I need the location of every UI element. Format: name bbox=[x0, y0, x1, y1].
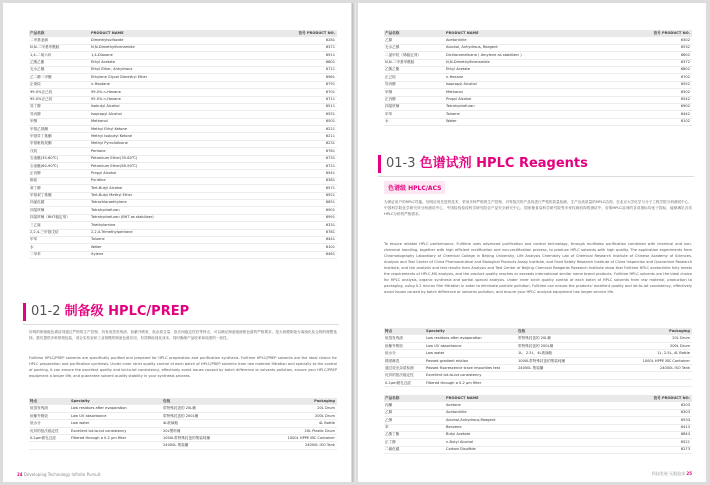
right-footer bbox=[652, 471, 692, 477]
packaging-cn: 带特殊封盖的 200L桶 bbox=[163, 413, 199, 418]
specialty-cn: 低水分 bbox=[385, 351, 396, 356]
footer-text: Developing Technology Infinite Pursuit bbox=[23, 472, 101, 477]
product-number: 6331 bbox=[325, 222, 335, 227]
specialty-en: Excellent lot-to-lot consistency bbox=[426, 373, 482, 378]
product-name-cn: 乙醇 bbox=[385, 417, 393, 422]
section-title bbox=[386, 155, 588, 173]
product-name-en: Tetrahydrofuran bbox=[446, 104, 475, 109]
specialty-en: Filtered through a 0.2 μm filter bbox=[426, 380, 482, 385]
section-title-text: 制备级 HPLC/PREP bbox=[64, 304, 190, 319]
product-number: 6911 bbox=[325, 52, 335, 57]
product-number: 6441 bbox=[325, 237, 335, 242]
product-name-en: Isobutyl Alcohol bbox=[91, 104, 120, 109]
product-name-en: Methyl Isobutyl Ketone bbox=[91, 133, 133, 138]
header-cell: 包装 bbox=[518, 329, 526, 333]
product-name-cn: 四氢呋喃（BHT稳定剂） bbox=[30, 215, 70, 220]
product-name-cn: 乙酸乙酯 bbox=[385, 67, 400, 72]
product-name-en: 2,2,4-Trimethylpentane bbox=[91, 230, 133, 235]
product-name-en: Propyl Alcohol bbox=[91, 170, 117, 175]
product-number: 6711 bbox=[325, 97, 335, 102]
spec-row bbox=[384, 372, 692, 379]
product-name-cn: 丙酮 bbox=[385, 402, 393, 407]
section-number: 01-3 bbox=[386, 156, 416, 171]
product-number: 6801 bbox=[325, 60, 335, 65]
product-name-cn: 苯 bbox=[385, 425, 389, 430]
header-cell: 产品名称 bbox=[30, 31, 45, 35]
product-name-en: Water bbox=[446, 119, 457, 124]
product-name-en: Acetone bbox=[446, 402, 461, 407]
right-paragraph-en: To ensure reliable HPLC performance, Fulltime uses advanced purification and control technology, through multistep purification combined with chemical and non-chemical handling, together with high efficient rectification and non-rectification process, to produce HPLC solvents with high quality. The application experiments from Chromatography Laboratory of Chemical College in Beijing University, Life Analysis Chemistry Lab of Chemical Research Institute of Chinese Academy of Sciences, Analysis and Test Center of China Pharmaceutical and Biological Products Assay Institute, and Food Safety Research Institute of China Inspection and Quarantine Research Institute, and the analysis and test results from Analysis and Test Center of Beijing Chemical Reagents Research Institute show that Fulltime HPLC acetonitrile fully meets the requirements of HPLC-MS analysis, and the product quality reaches or exceeds international similar name brand products. Fulltime HPLC solvents are the ideal choice for HPLC analysis, organic synthesis and partial special analysis. Under inner strict quality control of each batch of HPLC solvents from raw material, production to packaging, using 0.2 micron film filtration in order to eliminate particle pollution, Fulltime can ensure the products' excellent quality and lot-to-lot consistency, effectively avoid issues caused by batch difference or solvents pollution, and ensure your HPLC analysis equipment has longer service life. bbox=[384, 242, 692, 294]
product-name-cn: 1,4-二氧六环 bbox=[30, 52, 52, 57]
spec-row bbox=[29, 435, 337, 442]
header-cell: 货号 PRODUCT NO. bbox=[653, 396, 690, 400]
spec-row bbox=[384, 343, 692, 350]
spec-row bbox=[29, 420, 337, 427]
product-name-cn: 甲苯 bbox=[385, 111, 393, 116]
product-number: 6541 bbox=[325, 170, 335, 175]
section-accent-bar bbox=[23, 303, 26, 321]
product-name-en: Petroleum Ether(60-90℃) bbox=[91, 163, 138, 168]
product-name-cn: 99.0%正己烷 bbox=[30, 89, 53, 94]
header-cell: 货号 PRODUCT NO. bbox=[298, 31, 335, 35]
specialty-en: Low UV absorbance bbox=[71, 413, 107, 418]
packaging-cn bbox=[518, 380, 622, 386]
product-number: 6701 bbox=[325, 89, 335, 94]
product-name-cn: 异丙醇 bbox=[30, 111, 41, 116]
product-number: 6413 bbox=[680, 425, 690, 430]
page-number: 24 bbox=[17, 472, 23, 477]
right-spec-table bbox=[384, 328, 692, 387]
packaging-cn: 4L玻璃瓶 bbox=[163, 421, 179, 426]
product-name-cn: 乙酸丁酯 bbox=[385, 432, 400, 437]
product-name-en: Isopropyl Alcohol bbox=[91, 111, 122, 116]
product-number: 6843 bbox=[680, 432, 690, 437]
specialty-cn: 梯度淋洗 bbox=[385, 358, 400, 363]
product-name-cn: 四氢呋喃 bbox=[385, 104, 400, 109]
product-name-cn: N,N-二甲基甲酰胺 bbox=[30, 45, 60, 50]
header-cell: 产品名称 bbox=[385, 31, 400, 35]
packaging-en: 1000L HPPE IBC Container bbox=[287, 435, 335, 440]
product-name-en: Triethylamine bbox=[91, 222, 116, 227]
specialty-cn: 0.2μm微孔过滤 bbox=[385, 380, 411, 385]
product-name-cn: 甲醇 bbox=[30, 119, 38, 124]
product-name-en: Alcohol, Anhydrous, Reagent bbox=[446, 45, 498, 50]
spec-row bbox=[384, 380, 692, 387]
product-number: 6901 bbox=[325, 207, 335, 212]
table-row bbox=[384, 119, 692, 126]
product-name-cn: 甲基乙基酮 bbox=[30, 126, 48, 131]
product-number: 6532 bbox=[680, 45, 690, 50]
left-page bbox=[3, 3, 351, 482]
specialty-en: Passed gradient elution bbox=[426, 358, 469, 363]
grade-label: 色谱级 HPLC/ACS bbox=[384, 181, 445, 194]
spec-row bbox=[29, 442, 337, 449]
product-name-cn: 二氯甲烷（烯稳定剂） bbox=[385, 52, 421, 57]
product-name-en: Methyl Pyrrolidinone bbox=[91, 141, 128, 146]
right-paragraph-cn: 为保证用户的HPLC性能，好明应用先进的技术，采用多种严格的生产控制，对每批次的产品均进行严格的质量检测，生产出高质量的HPLC溶剂。在北京大学化学与分子工程学院分析测试中心、中国科学院化学研究所分析测试中心、中国检验检疫科学研究院农产品安全研究中心、国家粮食局科学研究院等多家权威机构的测试中，好明HPLC溶剂的各项指标均优于国标，能够满足各类HPLC分析的严格需求。 bbox=[384, 200, 692, 216]
product-name-cn: 水 bbox=[30, 244, 34, 249]
product-number: 6302 bbox=[680, 37, 690, 42]
product-name-cn: 异丙醇 bbox=[385, 82, 396, 87]
product-name-en: Tert-Butyl Alcohol bbox=[91, 185, 123, 190]
section-title-text: 色谱试剂 HPLC Reagents bbox=[419, 156, 588, 171]
product-number: 6711 bbox=[325, 67, 335, 72]
table-row bbox=[384, 447, 692, 454]
right-section-heading bbox=[378, 153, 694, 177]
spec-row bbox=[384, 350, 692, 357]
product-number: 6281 bbox=[325, 37, 335, 42]
spec-header bbox=[384, 328, 692, 335]
product-number: 6273 bbox=[680, 447, 690, 452]
specialty-cn: 优异的批次稳定性 bbox=[385, 373, 414, 378]
packaging-cn: 带特殊封盖的 20L桶 bbox=[518, 336, 551, 341]
product-name-cn: 95.0%正己烷 bbox=[30, 97, 53, 102]
specialty-cn: 低紫外吸收 bbox=[30, 413, 48, 418]
product-name-en: Methanol bbox=[446, 89, 463, 94]
product-name-cn: 无水乙醇 bbox=[385, 45, 400, 50]
product-number: 6761 bbox=[325, 148, 335, 153]
product-name-en: N,N-Dimethylformamide bbox=[446, 60, 490, 65]
header-cell: 特点 bbox=[30, 399, 38, 403]
section-number: 01-2 bbox=[31, 304, 61, 319]
right-product-table bbox=[384, 30, 692, 126]
product-name-en: Isopropyl Alcohol bbox=[446, 82, 477, 87]
product-name-cn: 乙腈 bbox=[385, 37, 393, 42]
packaging-cn bbox=[518, 372, 622, 378]
product-name-cn: 正丁醇 bbox=[385, 439, 396, 444]
product-number: 6731 bbox=[325, 156, 335, 161]
specialty-cn bbox=[29, 442, 71, 448]
product-number: 6221 bbox=[325, 126, 335, 131]
product-number: 6303 bbox=[680, 410, 690, 415]
product-number: 6651 bbox=[325, 200, 335, 205]
header-cell: PRODUCT NAME bbox=[446, 31, 479, 35]
product-name-en: Toluene bbox=[91, 237, 105, 242]
product-name-en: 1,4-Dioxane bbox=[91, 52, 113, 57]
product-name-cn: 乙二醇二甲醚 bbox=[30, 74, 52, 79]
packaging-cn: 1L、2.5L、4L玻璃瓶 bbox=[518, 351, 553, 356]
header-cell: 货号 PRODUCT NO. bbox=[653, 31, 690, 35]
product-number: 6702 bbox=[680, 74, 690, 79]
product-number: 6372 bbox=[680, 60, 690, 65]
spec-row bbox=[384, 335, 692, 342]
product-name-en: Tetrahydrofuran bbox=[91, 207, 120, 212]
product-name-cn: 乙腈 bbox=[385, 410, 393, 415]
product-name-cn: 石油醚(35-60℃) bbox=[30, 156, 59, 161]
spec-row bbox=[384, 365, 692, 372]
product-name-cn: 四氢呋喃 bbox=[30, 207, 45, 212]
product-name-en: Dimethylsulfoxide bbox=[91, 37, 124, 42]
spec-row bbox=[29, 413, 337, 420]
specialty-en: Low residues after evaporation bbox=[426, 336, 482, 341]
product-number: 6101 bbox=[325, 244, 335, 249]
product-name-cn: 甲醇 bbox=[385, 89, 393, 94]
packaging-en: 200L Drum bbox=[669, 343, 690, 348]
packaging-cn: 1000L带特殊封盖的集装吨桶 bbox=[163, 435, 211, 440]
header-cell: PRODUCT NAME bbox=[446, 396, 479, 400]
product-number: 6551 bbox=[325, 111, 335, 116]
packaging-en: 1000L HPPE IBC Container bbox=[642, 358, 690, 363]
packaging-en: 24000L ISO Tank bbox=[304, 443, 335, 448]
product-number: 6571 bbox=[325, 185, 335, 190]
specialty-en: Low residues after evaporation bbox=[71, 406, 127, 411]
product-name-en: Carbon Disulfide bbox=[446, 447, 476, 452]
product-name-cn: 正丙醇 bbox=[385, 97, 396, 102]
packaging-en: 20L Drum bbox=[317, 406, 335, 411]
header-cell: PRODUCT NAME bbox=[91, 31, 124, 35]
product-name-en: Tetrachloroethylene bbox=[91, 200, 127, 205]
product-name-cn: 叔丁醇 bbox=[30, 185, 41, 190]
specialty-en: Low water bbox=[71, 421, 90, 426]
specialty-cn: 优异的批次稳定性 bbox=[30, 428, 59, 433]
product-name-en: Ethyl Ether, Anhydrous bbox=[91, 67, 133, 72]
product-number: 6231 bbox=[325, 141, 335, 146]
packaging-en: 20L Drum bbox=[672, 336, 690, 341]
header-cell: 特点 bbox=[385, 329, 393, 333]
product-name-cn: 正庚烷 bbox=[30, 82, 41, 87]
spec-row bbox=[384, 358, 692, 365]
product-number: 6802 bbox=[680, 67, 690, 72]
product-name-cn: 甲基吡咯烷酮 bbox=[30, 141, 52, 146]
product-name-en: Methanol bbox=[91, 119, 108, 124]
product-name-cn: 四氯化碳 bbox=[30, 200, 45, 205]
product-name-cn: 二甲基亚砜 bbox=[30, 37, 48, 42]
section-title bbox=[31, 303, 189, 321]
product-name-cn: 2,2,4-三甲基戊烷 bbox=[30, 230, 59, 235]
product-number: 6102 bbox=[680, 119, 690, 124]
packaging-en bbox=[622, 380, 692, 386]
header-cell: 产品名称 bbox=[385, 396, 400, 400]
specialty-cn: 0.2μm微孔过滤 bbox=[30, 435, 56, 440]
product-name-en: Ethylene Glycol Dimethyl Ether bbox=[91, 74, 148, 79]
product-name-cn: 异丁醇 bbox=[30, 104, 41, 109]
product-name-en: N,N-Dimethylformamide bbox=[91, 45, 135, 50]
product-name-en: n-Heptane bbox=[91, 82, 110, 87]
product-name-en: Alcohol,Anhydrous,Reagent bbox=[446, 417, 496, 422]
header-cell: Packaging bbox=[314, 399, 335, 403]
product-number: 6552 bbox=[680, 82, 690, 87]
product-number: 6781 bbox=[325, 230, 335, 235]
product-name-en: Petroleum Ether(35-60℃) bbox=[91, 156, 138, 161]
specialty-en bbox=[71, 442, 163, 448]
product-name-en: Acetonitrile bbox=[446, 410, 467, 415]
product-number: 6791 bbox=[325, 82, 335, 87]
header-cell: Specialty bbox=[71, 399, 90, 403]
packaging-en: 24000L ISO Tank bbox=[659, 365, 690, 370]
product-name-cn: 正己烷 bbox=[385, 74, 396, 79]
product-name-en: Ethyl Acetate bbox=[91, 60, 116, 65]
product-name-en: 95.0% n-Hexane bbox=[91, 97, 121, 102]
packaging-cn: 带特殊封盖的 20L桶 bbox=[163, 406, 196, 411]
product-name-cn: 乙酸乙酯 bbox=[30, 60, 45, 65]
product-name-en: Benzene bbox=[446, 425, 462, 430]
specialty-cn: 通过荧光杂质检测 bbox=[385, 365, 414, 370]
product-name-cn: 戊烷 bbox=[30, 148, 38, 153]
product-name-cn: 无水乙醚 bbox=[30, 67, 45, 72]
specialty-en: Passed fluorescence trace impurities test bbox=[426, 365, 501, 370]
packaging-cn: 带特殊封盖的 200L桶 bbox=[518, 343, 554, 348]
product-name-cn: 石油醚(60-90℃) bbox=[30, 163, 59, 168]
spec-row bbox=[29, 405, 337, 412]
packaging-en bbox=[622, 372, 692, 378]
book-spine bbox=[352, 3, 356, 482]
product-name-en: Water bbox=[91, 244, 102, 249]
product-number: 6371 bbox=[325, 45, 335, 50]
product-name-en: n-Hexane bbox=[446, 74, 464, 79]
packaging-en: 20L Plastic Drum bbox=[304, 428, 335, 433]
specialty-cn: 低水分 bbox=[30, 421, 41, 426]
packaging-en: 200L Drum bbox=[314, 413, 335, 418]
right-product-table-2 bbox=[384, 395, 692, 454]
product-name-en: Butyl Acetate bbox=[446, 432, 471, 437]
product-number: 6211 bbox=[325, 133, 335, 138]
packaging-cn: 20L塑料桶 bbox=[163, 428, 181, 433]
page-number: 25 bbox=[686, 471, 692, 476]
left-paragraph-en: Fulltime HPLC/PREP solvents are specifically purified and prepared for HPLC preparation and purification synthesis. Fulltime HPLC/PREP solvents are the ideal choice for HPLC preparation and purification synthesis. Under inner strict quality control of each batch of HPLC/PREP solvents from raw material filtration and specially to the control of packing, it can ensure the excellent quality and lot-to-lot consistency, effectively avoid issues caused by batch difference or solvents pollution, ensure your HPLC/PREP equipment a longer life, and guarantee solvent quality stability in your synthesis process. bbox=[29, 356, 337, 378]
product-name-cn: 甲苯 bbox=[30, 237, 38, 242]
left-spec-table bbox=[29, 398, 337, 450]
header-cell: Packaging bbox=[669, 329, 690, 333]
product-name-en: Propyl Alcohol bbox=[446, 97, 472, 102]
product-number: 6442 bbox=[680, 111, 690, 116]
left-footer bbox=[17, 472, 100, 477]
header-cell: 包装 bbox=[163, 399, 171, 403]
product-number: 6721 bbox=[325, 163, 335, 168]
specialty-cn: 低蒸发残渣 bbox=[385, 336, 403, 341]
specialty-en: Low water bbox=[426, 351, 445, 356]
product-number: 6602 bbox=[680, 52, 690, 57]
product-name-en: Xylene bbox=[91, 252, 104, 257]
right-page bbox=[358, 3, 706, 482]
product-number: 6502 bbox=[680, 89, 690, 94]
footer-text: 科技发展 无限追求 bbox=[651, 471, 686, 476]
product-name-cn: 甲基异丁基酮 bbox=[30, 133, 52, 138]
product-number: 6381 bbox=[325, 178, 335, 183]
product-name-cn: 三乙胺 bbox=[30, 222, 41, 227]
product-name-en: Methyl Ethyl Ketone bbox=[91, 126, 127, 131]
product-number: 6991 bbox=[325, 215, 335, 220]
product-number: 6533 bbox=[680, 417, 690, 422]
section-accent-bar bbox=[378, 155, 381, 173]
product-name-en: Tert-Butyl Methyl Ether bbox=[91, 193, 133, 198]
table-row bbox=[29, 252, 337, 259]
specialty-cn: 低紫外吸收 bbox=[385, 343, 403, 348]
left-section-heading bbox=[23, 301, 339, 325]
packaging-en: 4L Bottle bbox=[318, 421, 335, 426]
product-number: 6902 bbox=[680, 104, 690, 109]
spec-row bbox=[29, 428, 337, 435]
product-name-en: Ethyl Acetate bbox=[446, 67, 471, 72]
product-number: 6521 bbox=[680, 439, 690, 444]
product-number: 6961 bbox=[325, 74, 335, 79]
product-name-cn: 二甲苯 bbox=[30, 252, 41, 257]
packaging-cn: 24000L 集装罐 bbox=[163, 443, 189, 448]
product-number: 6921 bbox=[325, 193, 335, 198]
spec-header bbox=[29, 398, 337, 405]
product-name-en: Tetrahydrofuran (BHT as stabilizer) bbox=[91, 215, 154, 220]
product-name-en: Toluene bbox=[446, 111, 460, 116]
header-cell: Specialty bbox=[426, 329, 445, 333]
product-number: 6511 bbox=[325, 104, 335, 109]
specialty-en: Excellent lot-to-lot consistency bbox=[71, 428, 127, 433]
product-name-cn: 吡啶 bbox=[30, 178, 38, 183]
product-name-en: Acetonitrile bbox=[446, 37, 467, 42]
product-number: 6203 bbox=[680, 402, 690, 407]
product-number: 6461 bbox=[325, 252, 335, 257]
product-name-cn: 正丙醇 bbox=[30, 170, 41, 175]
specialty-en: Low UV absorbance bbox=[426, 343, 462, 348]
product-name-en: Pentane bbox=[91, 148, 106, 153]
specialty-en: Filtered through a 0.2 μm filter bbox=[71, 435, 127, 440]
product-name-en: 99.0% n-Hexane bbox=[91, 89, 121, 94]
packaging-cn: 24000L 集装罐 bbox=[518, 365, 544, 370]
product-name-cn: 甲基叔丁基醚 bbox=[30, 193, 52, 198]
product-name-cn: 二硫化碳 bbox=[385, 447, 400, 452]
packaging-cn: 1000L带特殊封盖的集装吨桶 bbox=[518, 358, 566, 363]
product-name-en: n-Butyl Alcohol bbox=[446, 439, 473, 444]
left-product-table bbox=[29, 30, 337, 259]
product-name-cn: N,N-二甲基甲酰胺 bbox=[385, 60, 415, 65]
product-name-en: Dichloromethane ( Amylene as stabilizer ) bbox=[446, 52, 522, 57]
left-paragraph-cn: 好明的制备级色谱溶剂通过严格的生产控制，具有低蒸发残渣、低紫外吸收、低杂质含量、批次间稳定性好等特点，可以满足制备级液相色谱的严格要求，是大规模制备分离纯化化合物的理想选择。我们提供多种规格包装，适合实验室和工业规模的制备色谱应用，有效降低纯化成本，同时确保产品收率和纯度的一致性。 bbox=[29, 330, 337, 340]
product-name-cn: 水 bbox=[385, 119, 389, 124]
specialty-cn: 低蒸发残渣 bbox=[30, 406, 48, 411]
packaging-en: 1L, 2.5L, 4L Bottle bbox=[657, 351, 690, 356]
product-number: 6501 bbox=[325, 119, 335, 124]
product-number: 6542 bbox=[680, 97, 690, 102]
product-name-en: Pyridine bbox=[91, 178, 106, 183]
